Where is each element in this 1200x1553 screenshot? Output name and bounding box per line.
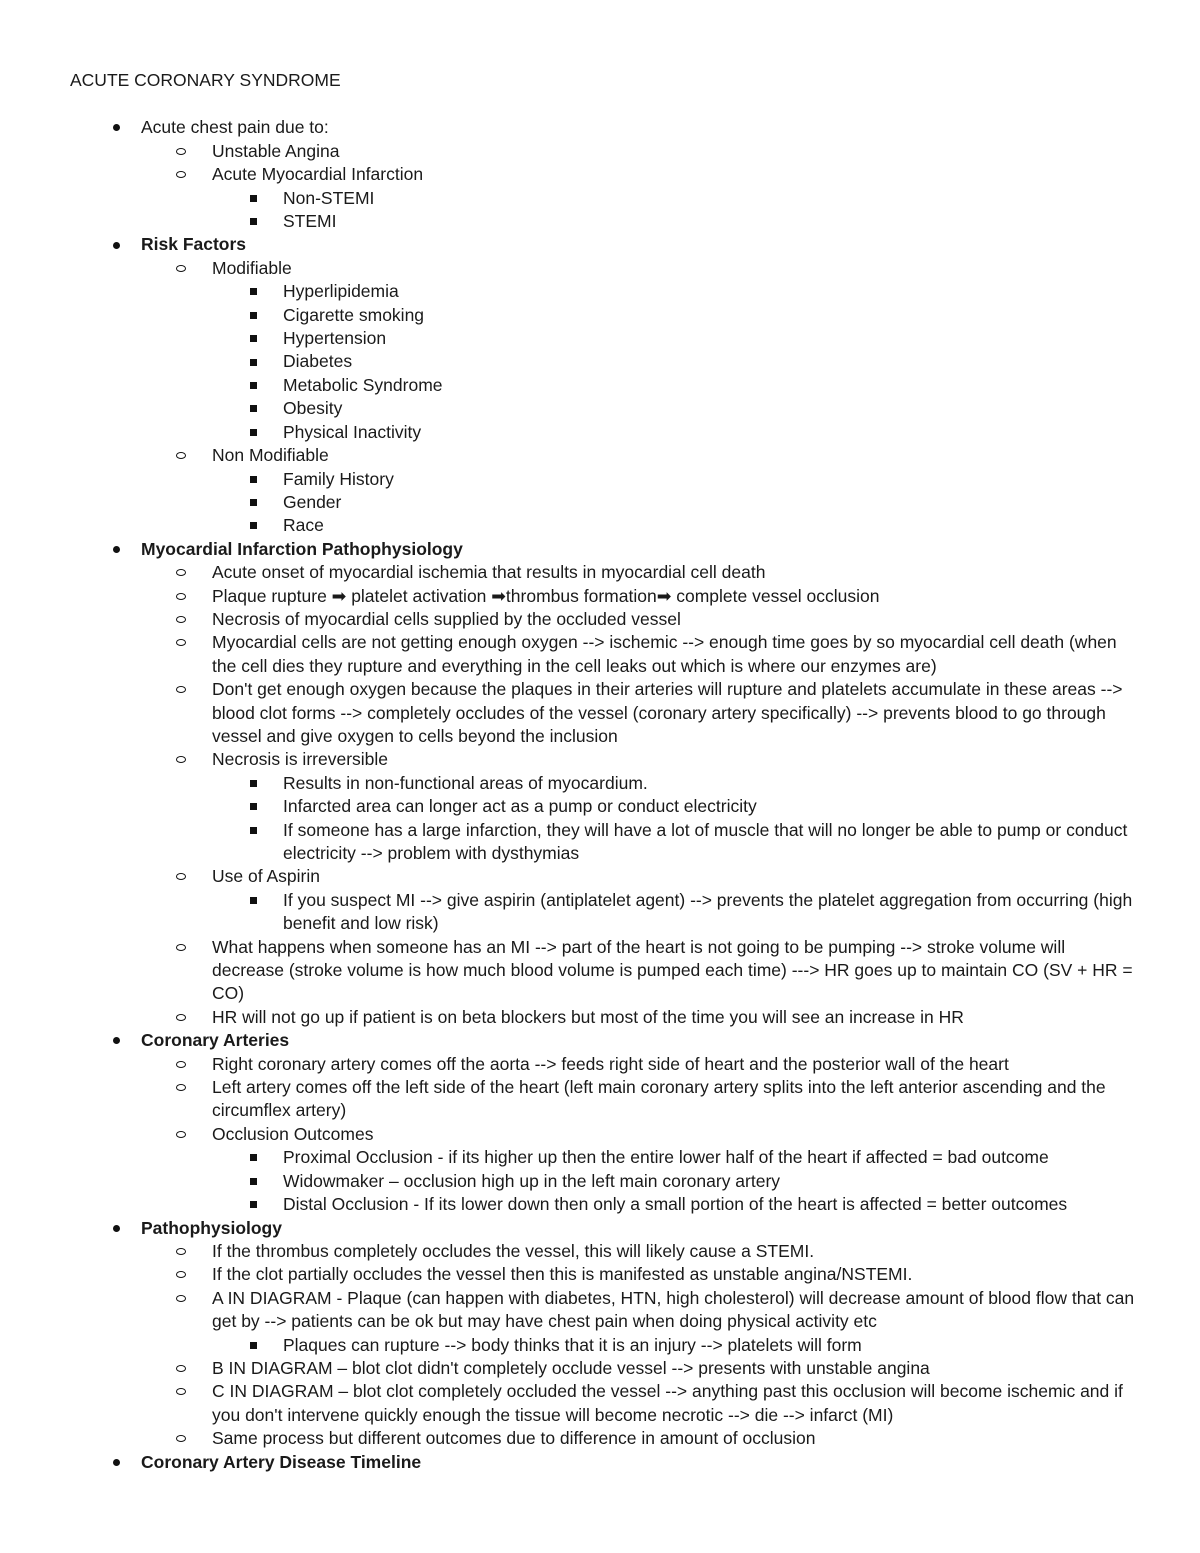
- square-bullet-icon: [243, 280, 263, 303]
- hollow-circle-bullet-icon: [171, 1287, 191, 1310]
- square-bullet-icon: [243, 468, 263, 491]
- hollow-circle-bullet-icon: [171, 444, 191, 467]
- list-item: [70, 350, 1140, 373]
- square-bullet-icon: [243, 374, 263, 397]
- list-item: [70, 280, 1140, 303]
- list-item-text: Plaque rupture ➡ platelet activation ➡thrombus formation➡ complete vessel occlusion: [212, 585, 880, 606]
- list-item: [70, 491, 1140, 514]
- list-item-text: Coronary Arteries: [141, 1030, 290, 1051]
- list-item: [70, 608, 1140, 631]
- filled-circle-bullet-icon: [106, 116, 126, 139]
- list-item: [70, 444, 1140, 467]
- list-item-text: Diabetes: [283, 351, 353, 372]
- list-item: [70, 631, 1140, 678]
- list-item-text: Necrosis is irreversible: [212, 749, 389, 770]
- hollow-circle-bullet-icon: [171, 1123, 191, 1146]
- hollow-circle-bullet-icon: [171, 678, 191, 701]
- list-item-text: Use of Aspirin: [212, 866, 320, 887]
- filled-circle-bullet-icon: [106, 1217, 126, 1240]
- list-item-text: Don't get enough oxygen because the plaques in their arteries will rupture and platelets accumulate in these areas --> blood clot forms --> completely occludes of the vessel (coronary artery specifically) --> prevents blood to go through vessel and give oxygen to cells beyond the inclusion: [212, 679, 1123, 746]
- hollow-circle-bullet-icon: [171, 1006, 191, 1029]
- list-item: [70, 374, 1140, 397]
- square-bullet-icon: [243, 795, 263, 818]
- list-item-text: Right coronary artery comes off the aorta --> feeds right side of heart and the posterior wall of the heart: [212, 1053, 1009, 1074]
- list-item-text: Acute onset of myocardial ischemia that results in myocardial cell death: [212, 562, 766, 583]
- list-item: [70, 772, 1140, 795]
- list-item-text: Family History: [283, 468, 394, 489]
- list-item: [70, 1053, 1140, 1076]
- square-bullet-icon: [243, 304, 263, 327]
- list-item: [70, 1123, 1140, 1146]
- square-bullet-icon: [243, 819, 263, 842]
- hollow-circle-bullet-icon: [171, 1380, 191, 1403]
- list-item: [70, 514, 1140, 537]
- list-item-text: Results in non-functional areas of myocardium.: [283, 772, 648, 793]
- list-item-text: Myocardial cells are not getting enough oxygen --> ischemic --> enough time goes by so myocardial cell death (when the cell dies they rupture and everything in the cell leaks out which is where our enzymes are): [212, 632, 1117, 676]
- list-item: [70, 1287, 1140, 1334]
- list-item: [70, 116, 1140, 139]
- list-item-text: Hyperlipidemia: [283, 281, 399, 302]
- hollow-circle-bullet-icon: [171, 748, 191, 771]
- hollow-circle-bullet-icon: [171, 585, 191, 608]
- square-bullet-icon: [243, 889, 263, 912]
- document-title: ACUTE CORONARY SYNDROME: [70, 70, 341, 90]
- list-item: [70, 1170, 1140, 1193]
- square-bullet-icon: [243, 397, 263, 420]
- square-bullet-icon: [243, 1334, 263, 1357]
- hollow-circle-bullet-icon: [171, 1053, 191, 1076]
- list-item-text: Myocardial Infarction Pathophysiology: [141, 538, 463, 559]
- section-heading: [70, 1217, 1140, 1240]
- square-bullet-icon: [243, 491, 263, 514]
- square-bullet-icon: [243, 421, 263, 444]
- hollow-circle-bullet-icon: [171, 1076, 191, 1099]
- hollow-circle-bullet-icon: [171, 163, 191, 186]
- list-item: [70, 1380, 1140, 1427]
- list-item: [70, 257, 1140, 280]
- square-bullet-icon: [243, 1170, 263, 1193]
- list-item: [70, 163, 1140, 186]
- list-item-text: If the thrombus completely occludes the vessel, this will likely cause a STEMI.: [212, 1240, 815, 1261]
- hollow-circle-bullet-icon: [171, 631, 191, 654]
- square-bullet-icon: [243, 514, 263, 537]
- outline-list: [70, 116, 1140, 1474]
- list-item-text: Same process but different outcomes due to difference in amount of occlusion: [212, 1428, 816, 1449]
- list-item-text: HR will not go up if patient is on beta blockers but most of the time you will see an increase in HR: [212, 1006, 964, 1027]
- list-item-text: Metabolic Syndrome: [283, 374, 443, 395]
- list-item: [70, 187, 1140, 210]
- list-item: [70, 1076, 1140, 1123]
- list-item: [70, 561, 1140, 584]
- list-item: [70, 140, 1140, 163]
- filled-circle-bullet-icon: [106, 233, 126, 256]
- list-item: [70, 210, 1140, 233]
- list-item-text: Obesity: [283, 398, 343, 419]
- list-item-text: Cigarette smoking: [283, 304, 425, 325]
- list-item-text: Race: [283, 515, 324, 536]
- section-heading: [70, 233, 1140, 256]
- list-item: [70, 1263, 1140, 1286]
- list-item-text: Risk Factors: [141, 234, 247, 255]
- filled-circle-bullet-icon: [106, 538, 126, 561]
- list-item: [70, 468, 1140, 491]
- list-item: [70, 304, 1140, 327]
- list-item-text: If you suspect MI --> give aspirin (antiplatelet agent) --> prevents the platelet aggregation from occurring (high benefit and low risk): [283, 889, 1133, 934]
- filled-circle-bullet-icon: [106, 1451, 126, 1474]
- list-item-text: Physical Inactivity: [283, 421, 422, 442]
- list-item: [70, 819, 1140, 866]
- hollow-circle-bullet-icon: [171, 608, 191, 631]
- list-item: [70, 678, 1140, 748]
- square-bullet-icon: [243, 187, 263, 210]
- list-item-text: Left artery comes off the left side of the heart (left main coronary artery splits into the left anterior ascending and the circumflex artery): [212, 1077, 1106, 1121]
- list-item-text: Coronary Artery Disease Timeline: [141, 1451, 422, 1472]
- list-item-text: Modifiable: [212, 257, 292, 278]
- square-bullet-icon: [243, 327, 263, 350]
- list-item: [70, 1427, 1140, 1450]
- list-item: [70, 889, 1140, 936]
- list-item-text: Necrosis of myocardial cells supplied by the occluded vessel: [212, 608, 681, 629]
- list-item-text: STEMI: [283, 211, 337, 232]
- list-item-text: Plaques can rupture --> body thinks that it is an injury --> platelets will form: [283, 1334, 862, 1355]
- square-bullet-icon: [243, 772, 263, 795]
- square-bullet-icon: [243, 1146, 263, 1169]
- list-item-text: C IN DIAGRAM – blot clot completely occluded the vessel --> anything past this occlusion will become ischemic and if you don't intervene quickly enough the tissue will become necrotic --> die --> infarct (MI): [212, 1381, 1123, 1425]
- section-heading: [70, 1451, 1140, 1474]
- list-item-text: What happens when someone has an MI --> part of the heart is not going to be pumping --> stroke volume will decrease (stroke volume is how much blood volume is pumped each time) ---> HR goes up to maintain CO (SV + HR = CO): [212, 936, 1133, 1004]
- list-item-text: Pathophysiology: [141, 1217, 282, 1238]
- list-item: [70, 748, 1140, 771]
- list-item: [70, 585, 1140, 608]
- list-item-text: Widowmaker – occlusion high up in the left main coronary artery: [283, 1170, 781, 1191]
- list-item-text: Non Modifiable: [212, 445, 329, 466]
- hollow-circle-bullet-icon: [171, 865, 191, 888]
- list-item: [70, 1146, 1140, 1169]
- list-item: [70, 327, 1140, 350]
- hollow-circle-bullet-icon: [171, 1357, 191, 1380]
- list-item-text: Occlusion Outcomes: [212, 1123, 374, 1144]
- hollow-circle-bullet-icon: [171, 1427, 191, 1450]
- hollow-circle-bullet-icon: [171, 936, 191, 959]
- list-item: [70, 1334, 1140, 1357]
- list-item-text: Distal Occlusion - If its lower down then only a small portion of the heart is affected = better outcomes: [283, 1194, 1068, 1215]
- list-item-text: Acute Myocardial Infarction: [212, 164, 424, 185]
- list-item-text: Infarcted area can longer act as a pump or conduct electricity: [283, 796, 757, 817]
- list-item-text: Non-STEMI: [283, 187, 375, 208]
- list-item: [70, 1193, 1140, 1216]
- list-item: [70, 1357, 1140, 1380]
- square-bullet-icon: [243, 350, 263, 373]
- list-item: [70, 1240, 1140, 1263]
- list-item: [70, 421, 1140, 444]
- square-bullet-icon: [243, 210, 263, 233]
- hollow-circle-bullet-icon: [171, 561, 191, 584]
- list-item-text: A IN DIAGRAM - Plaque (can happen with diabetes, HTN, high cholesterol) will decrease amount of blood flow that can get by --> patients can be ok but may have chest pain when doing physical activity etc: [212, 1287, 1135, 1332]
- hollow-circle-bullet-icon: [171, 140, 191, 163]
- list-item-text: Acute chest pain due to:: [141, 117, 329, 138]
- filled-circle-bullet-icon: [106, 1029, 126, 1052]
- hollow-circle-bullet-icon: [171, 1240, 191, 1263]
- hollow-circle-bullet-icon: [171, 257, 191, 280]
- list-item-text: Unstable Angina: [212, 140, 340, 161]
- list-item: [70, 865, 1140, 888]
- square-bullet-icon: [243, 1193, 263, 1216]
- section-heading: [70, 538, 1140, 561]
- list-item-text: Gender: [283, 491, 342, 512]
- list-item-text: Hypertension: [283, 328, 387, 349]
- list-item-text: If the clot partially occludes the vessel then this is manifested as unstable angina/NSTEMI.: [212, 1264, 913, 1285]
- section-heading: [70, 1029, 1140, 1052]
- list-item-text: B IN DIAGRAM – blot clot didn't completely occlude vessel --> presents with unstable angina: [212, 1357, 930, 1378]
- hollow-circle-bullet-icon: [171, 1263, 191, 1286]
- list-item: [70, 1006, 1140, 1029]
- list-item: [70, 397, 1140, 420]
- list-item: [70, 795, 1140, 818]
- list-item-text: If someone has a large infarction, they will have a lot of muscle that will no longer be able to pump or conduct electricity --> problem with dysthymias: [283, 819, 1128, 863]
- list-item-text: Proximal Occlusion - if its higher up then the entire lower half of the heart if affected = bad outcome: [283, 1147, 1049, 1168]
- list-item: [70, 936, 1140, 1006]
